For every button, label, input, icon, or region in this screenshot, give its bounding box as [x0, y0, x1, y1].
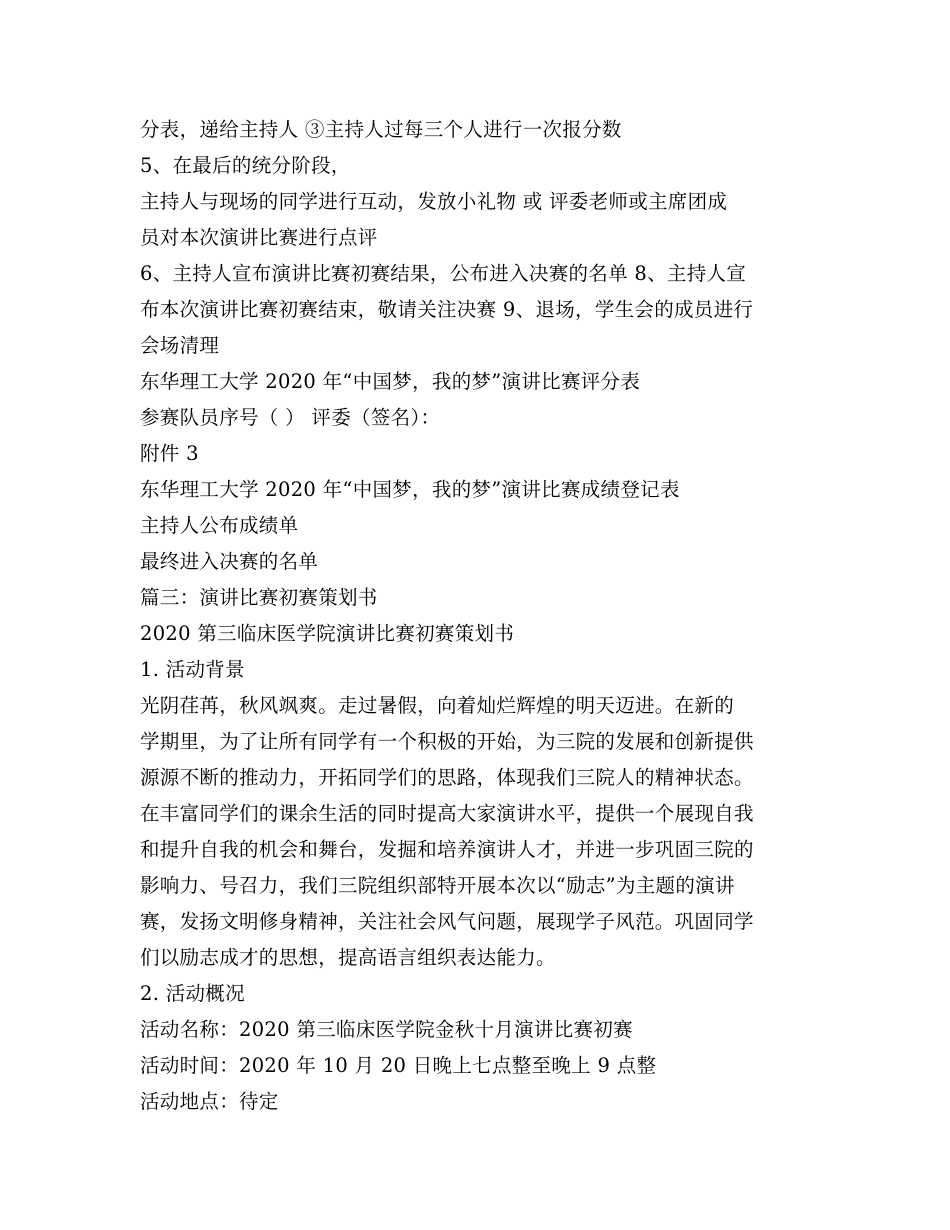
text-line: 附件 3: [140, 442, 199, 465]
text-line: 影响力、号召力，我们三院组织部特开展本次以“励志”为主题的演讲: [140, 874, 735, 897]
text-line: 2020 第三临床医学院演讲比赛初赛策划书: [140, 622, 515, 645]
text-line: 篇三：演讲比赛初赛策划书: [140, 586, 378, 609]
text-line: 最终进入决赛的名单: [140, 550, 319, 573]
text-line: 活动时间：2020 年 10 月 20 日晚上七点整至晚上 9 点整: [140, 1054, 657, 1077]
text-line: 布本次演讲比赛初赛结束，敬请关注决赛 9、退场，学生会的成员进行: [140, 298, 754, 321]
text-line: 分表，递给主持人 ③主持人过每三个人进行一次报分数: [140, 118, 622, 141]
text-line: 在丰富同学们的课余生活的同时提高大家演讲水平，提供一个展现自我: [140, 802, 754, 825]
text-line: 参赛队员序号（ ） 评委（签名）：: [140, 406, 441, 429]
text-line: 光阴荏苒，秋风飒爽。走过暑假，向着灿烂辉煌的明天迈进。在新的: [140, 694, 735, 717]
text-line: 5、在最后的统分阶段，: [140, 154, 351, 177]
text-line: 2. 活动概况: [140, 982, 245, 1005]
text-line: 活动名称：2020 第三临床医学院金秋十月演讲比赛初赛: [140, 1018, 633, 1041]
text-line: 东华理工大学 2020 年“中国梦，我的梦”演讲比赛成绩登记表: [140, 478, 680, 501]
text-line: 会场清理: [140, 334, 220, 357]
text-line: 源源不断的推动力，开拓同学们的思路，体现我们三院人的精神状态。: [140, 766, 754, 789]
text-line: 1. 活动背景: [140, 658, 245, 681]
text-line: 赛，发扬文明修身精神，关注社会风气问题，展现学子风范。巩固同学: [140, 910, 754, 933]
text-line: 6、主持人宣布演讲比赛初赛结果，公布进入决赛的名单 8、主持人宣: [140, 262, 747, 285]
text-line: 活动地点：待定: [140, 1090, 279, 1113]
text-line: 主持人与现场的同学进行互动，发放小礼物 或 评委老师或主席团成: [140, 190, 728, 213]
text-line: 学期里，为了让所有同学有一个积极的开始，为三院的发展和创新提供: [140, 730, 754, 753]
text-line: 员对本次演讲比赛进行点评: [140, 226, 378, 249]
text-line: 和提升自我的机会和舞台，发掘和培养演讲人才，并进一步巩固三院的: [140, 838, 754, 861]
text-line: 东华理工大学 2020 年“中国梦，我的梦”演讲比赛评分表: [140, 370, 641, 393]
text-line: 们以励志成才的思想，提高语言组织表达能力。: [140, 946, 556, 969]
text-line: 主持人公布成绩单: [140, 514, 299, 537]
